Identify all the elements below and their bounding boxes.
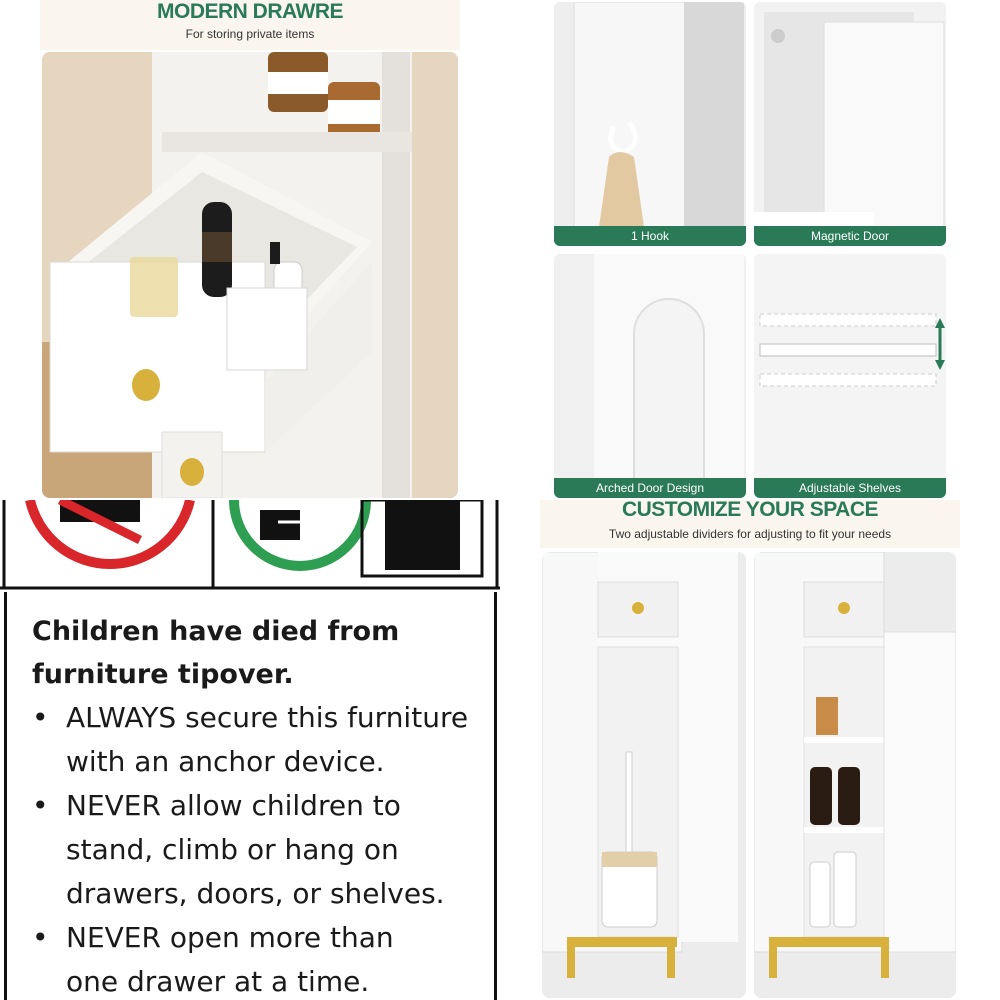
drawer-photo	[42, 52, 458, 498]
drawer-feature-panel	[0, 0, 500, 500]
warning-heading-line-1: Children have died from	[32, 616, 400, 647]
feature-grid	[500, 0, 1000, 500]
warning-pictograms	[0, 500, 500, 592]
customize-panel	[500, 500, 1000, 1000]
feature-tile-hook	[554, 2, 746, 246]
warning-text	[32, 610, 468, 1000]
feature-tile-arched-door	[554, 254, 746, 498]
cabinet-shelves-illustration	[754, 552, 956, 998]
feature-label: 1 Hook	[554, 226, 746, 246]
magnetic-door-illustration	[754, 2, 946, 246]
drawer-title: MODERN DRAWRE	[157, 0, 343, 23]
warning-item-line: one drawer at a time.	[66, 965, 370, 998]
feature-label: Adjustable Shelves	[754, 478, 946, 498]
drawer-illustration	[42, 52, 458, 498]
bullet-icon: •	[32, 921, 49, 954]
feature-label: Arched Door Design	[554, 478, 746, 498]
cabinet-config-toilet-brush	[542, 552, 746, 998]
drawer-subtitle: For storing private items	[185, 27, 315, 41]
customize-subtitle: Two adjustable dividers for adjusting to fit your needs	[608, 527, 892, 541]
feature-tile-adjustable-shelves	[754, 254, 946, 498]
feature-label: Magnetic Door	[754, 226, 946, 246]
warning-item-line: NEVER open more than	[66, 921, 394, 954]
cabinet-config-shelves	[754, 552, 956, 998]
feature-tile-magnetic-door	[754, 2, 946, 246]
bullet-icon: •	[32, 789, 49, 822]
warning-item-line: ALWAYS secure this furniture	[66, 701, 469, 734]
warning-item	[32, 784, 468, 916]
arched-door-illustration	[554, 254, 746, 498]
warning-heading-line-2: furniture tipover.	[32, 659, 294, 690]
customize-title: CUSTOMIZE YOUR SPACE	[621, 500, 879, 521]
warning-item-line: NEVER allow children to	[66, 789, 401, 822]
warning-item-line: drawers, doors, or shelves.	[66, 877, 445, 910]
warning-item	[32, 696, 468, 784]
cabinet-brush-illustration	[542, 552, 746, 998]
warning-item-line: with an anchor device.	[66, 745, 385, 778]
bullet-icon: •	[32, 701, 49, 734]
tipover-warning-panel	[0, 500, 500, 1000]
warning-item-line: stand, climb or hang on	[66, 833, 399, 866]
warning-item	[32, 916, 468, 1000]
hook-illustration	[554, 2, 746, 246]
adjustable-shelves-illustration	[754, 254, 946, 498]
